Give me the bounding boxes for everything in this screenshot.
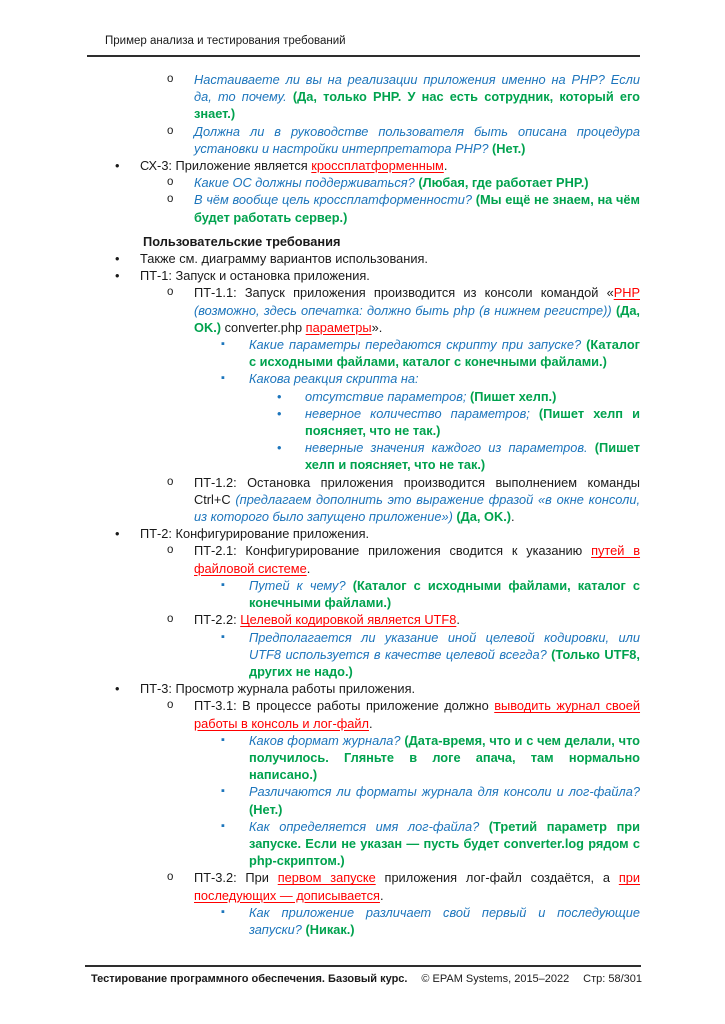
list-item xyxy=(0,191,725,225)
body-text: ПТ-1: Запуск и остановка приложения. xyxy=(140,268,370,284)
list-item xyxy=(0,250,725,267)
bullet-marker-icon: o xyxy=(167,286,174,299)
bullet-marker-icon: o xyxy=(167,73,174,85)
answer-text: (Третий параметр при запуске. Если не указан — пусть будет converter.log рядом с php-скриптом.) xyxy=(249,818,640,869)
requirement-highlight: выводить журнал своей работы в консоль и лог-файл xyxy=(194,698,641,731)
bullet-marker-icon: • xyxy=(115,681,120,697)
body-text: ». xyxy=(371,319,383,335)
bullet-marker-icon: • xyxy=(115,268,120,284)
list-item xyxy=(0,474,725,526)
answer-text: (Любая, где работает PHP.) xyxy=(418,175,589,191)
answer-text: (Никак.) xyxy=(305,921,355,937)
list-item-text xyxy=(140,267,640,284)
requirement-highlight: PHP xyxy=(613,285,640,301)
body-text: . xyxy=(379,887,384,903)
list-item-text xyxy=(194,191,640,225)
body-text: приложения лог-файл создаётся, а xyxy=(375,870,619,886)
question-text: Различаются ли форматы журнала для консоли и лог-файла? xyxy=(249,784,640,800)
list-item-text xyxy=(249,732,640,784)
bullet-marker-icon: ▪ xyxy=(221,630,225,643)
requirement-highlight: при последующих — дописывается xyxy=(194,870,641,903)
question-text: В чём вообще цель кроссплатформенности? xyxy=(194,192,476,208)
body-text: ПТ-3.2: При xyxy=(194,870,278,886)
question-text: Настаиваете ли вы на реализации приложения именно на PHP? Если да, то почему. xyxy=(194,72,640,105)
list-item xyxy=(0,370,725,387)
footer-divider xyxy=(85,965,641,967)
list-item xyxy=(0,157,725,174)
bullet-marker-icon: ▪ xyxy=(221,733,225,746)
question-text: Какие ОС должны поддерживаться? xyxy=(194,175,419,191)
bullet-marker-icon: o xyxy=(167,699,174,712)
list-item xyxy=(0,818,725,870)
list-item-text xyxy=(140,680,640,697)
bullet-marker-icon: ▪ xyxy=(221,905,225,918)
list-item xyxy=(0,904,725,938)
bullet-marker-icon: o xyxy=(167,544,174,557)
list-item xyxy=(0,542,725,576)
body-text: ПТ-3.1: В процессе работы приложение должно xyxy=(194,698,495,714)
answer-text: (Пишет хелп и поясняет, что не так.) xyxy=(305,440,640,473)
list-item-text xyxy=(194,174,640,191)
bullet-marker-icon: • xyxy=(277,388,282,404)
answer-text: (Да, OK.) xyxy=(194,302,640,335)
bullet-marker-icon: ▪ xyxy=(221,338,225,351)
list-item-text xyxy=(305,388,640,405)
answer-text: (Только UTF8, других не надо.) xyxy=(249,646,640,679)
bullet-marker-icon: ▪ xyxy=(221,372,225,385)
bullet-marker-icon: • xyxy=(115,158,120,174)
list-item xyxy=(0,611,725,628)
list-item-text xyxy=(140,157,640,174)
requirement-highlight: первом запуске xyxy=(277,870,376,886)
question-text: Путей к чему? xyxy=(249,577,353,593)
list-item xyxy=(0,869,725,903)
question-text: Каков формат журнала? xyxy=(249,732,405,748)
body-text: ПТ-2: Конфигурирование приложения. xyxy=(140,526,370,542)
list-item-text xyxy=(249,629,640,681)
list-item-text xyxy=(249,336,640,370)
list-item-text xyxy=(249,577,640,611)
question-text: Предполагается ли указание иной целевой кодировки, или UTF8 используется в качестве целевой всегда? xyxy=(249,629,640,662)
list-item xyxy=(0,336,725,370)
answer-text: (Пишет хелп и поясняет, что не так.) xyxy=(305,405,640,439)
body-text: ПТ-2.2: xyxy=(194,612,241,628)
list-item-text xyxy=(194,284,640,336)
bullet-marker-icon: o xyxy=(167,193,174,206)
list-item-text xyxy=(249,783,640,817)
body-text: . xyxy=(456,612,460,628)
footer-copyright: © EPAM Systems, 2015–2022 xyxy=(421,973,570,985)
question-text: Как приложение различает свой первый и последующие запуски? xyxy=(249,904,640,937)
requirement-highlight: параметры xyxy=(305,319,372,335)
question-text: (возможно, здесь опечатка: должно быть php (в нижнем регистре)) xyxy=(194,302,616,318)
answer-text: (Да, только PHP. У нас есть сотрудник, который его знает.) xyxy=(194,89,640,122)
bullet-marker-icon: • xyxy=(115,526,120,542)
list-item-text xyxy=(305,405,640,439)
page-footer xyxy=(91,973,642,985)
body-text: . xyxy=(443,158,448,174)
body-text: СХ-3: Приложение является xyxy=(140,158,312,174)
question-text: Какие параметры передаются скрипту при запуске? xyxy=(249,337,587,353)
answer-text: (Нет.) xyxy=(492,140,526,156)
list-item-text xyxy=(194,542,640,576)
bullet-marker-icon: o xyxy=(167,176,174,189)
bullet-marker-icon: ▪ xyxy=(221,578,225,591)
section-heading: Пользовательские требования xyxy=(143,233,341,249)
question-text: (предлагаем дополнить это выражение фразой «в окне консоли, из которого было запущено приложение») xyxy=(194,491,640,525)
list-item xyxy=(0,439,725,473)
list-item-text xyxy=(249,904,640,938)
answer-text: (Да, OK.) xyxy=(456,509,512,525)
bullet-marker-icon: ▪ xyxy=(221,819,225,832)
list-item xyxy=(0,629,725,681)
body-text: ПТ-2.1: Конфигурирование приложения сводится к указанию xyxy=(194,543,592,559)
list-item xyxy=(0,577,725,611)
bullet-marker-icon: • xyxy=(277,440,282,456)
question-text: отсутствие параметров; xyxy=(305,388,471,404)
answer-text: (Каталог с исходными файлами, каталог с конечными файлами.) xyxy=(249,337,640,370)
bullet-marker-icon: ▪ xyxy=(221,785,225,798)
bullet-marker-icon: o xyxy=(167,475,174,488)
list-item xyxy=(0,783,725,817)
body-text: . xyxy=(368,715,373,731)
body-text: ПТ-1.2: Остановка приложения производится выполнением команды Ctrl+C xyxy=(194,474,640,507)
list-item-text xyxy=(194,611,640,628)
question-text: неверные значения каждого из параметров. xyxy=(305,440,595,456)
list-item xyxy=(0,388,725,405)
question-text: неверное количество параметров; xyxy=(305,405,539,421)
body-text: . xyxy=(511,509,515,525)
bullet-marker-icon: o xyxy=(167,613,174,626)
list-item-text xyxy=(140,250,640,267)
list-item-text xyxy=(194,697,640,731)
bullet-marker-icon: • xyxy=(115,251,120,267)
answer-text: (Дата-время, что и с чем делали, что получилось. Гляньте в логе апача, там нормально написано.) xyxy=(249,732,640,783)
list-item-text xyxy=(305,439,640,473)
answer-text: (Мы ещё не знаем, на чём будет работать сервер.) xyxy=(194,192,640,225)
list-item xyxy=(0,174,725,191)
question-text: Какова реакция скрипта на: xyxy=(249,371,419,387)
requirement-highlight: Целевой кодировкой является UTF8 xyxy=(240,612,457,628)
list-item-text xyxy=(194,71,640,123)
bullet-marker-icon: • xyxy=(277,405,282,421)
list-item xyxy=(0,697,725,731)
list-item-text xyxy=(194,123,640,157)
list-item-text xyxy=(194,869,640,903)
footer-page-number: Стр: 58/301 xyxy=(583,973,642,985)
list-item xyxy=(0,267,725,284)
question-text: Как определяется имя лог-файла? xyxy=(249,818,489,834)
list-item-text xyxy=(140,525,640,542)
list-item-text xyxy=(194,474,640,526)
document-body xyxy=(0,71,725,938)
answer-text: (Нет.) xyxy=(249,801,283,817)
list-item xyxy=(0,732,725,784)
list-item xyxy=(0,123,725,157)
list-item xyxy=(0,405,725,439)
body-text: . xyxy=(306,560,311,576)
question-text: Должна ли в руководстве пользователя быть описана процедура установки и настройки интерпретатора PHP? xyxy=(194,123,640,156)
list-item-text xyxy=(249,370,640,387)
list-item xyxy=(0,284,725,336)
body-text: ПТ-1.1: Запуск приложения производится из консоли командой « xyxy=(194,285,614,301)
list-item xyxy=(0,525,725,542)
bullet-marker-icon: o xyxy=(167,124,174,137)
requirement-highlight: путей в файловой системе xyxy=(194,543,641,576)
body-text: ПТ-3: Просмотр журнала работы приложения. xyxy=(140,681,416,697)
answer-text: (Пишет хелп.) xyxy=(470,388,557,404)
list-item-text xyxy=(249,818,640,870)
body-text: converter.php xyxy=(221,319,306,335)
list-item xyxy=(0,71,725,123)
running-head: Пример анализа и тестирования требований xyxy=(105,35,346,47)
header-divider xyxy=(87,55,640,57)
list-item xyxy=(0,680,725,697)
bullet-marker-icon: o xyxy=(167,871,174,884)
footer-course-title: Тестирование программного обеспечения. Базовый курс. xyxy=(91,973,408,985)
body-text: Также см. диаграмму вариантов использования. xyxy=(140,251,428,267)
requirement-highlight: кроссплатформенным xyxy=(311,158,444,174)
answer-text: (Каталог с исходными файлами, каталог с конечными файлами.) xyxy=(249,577,641,611)
